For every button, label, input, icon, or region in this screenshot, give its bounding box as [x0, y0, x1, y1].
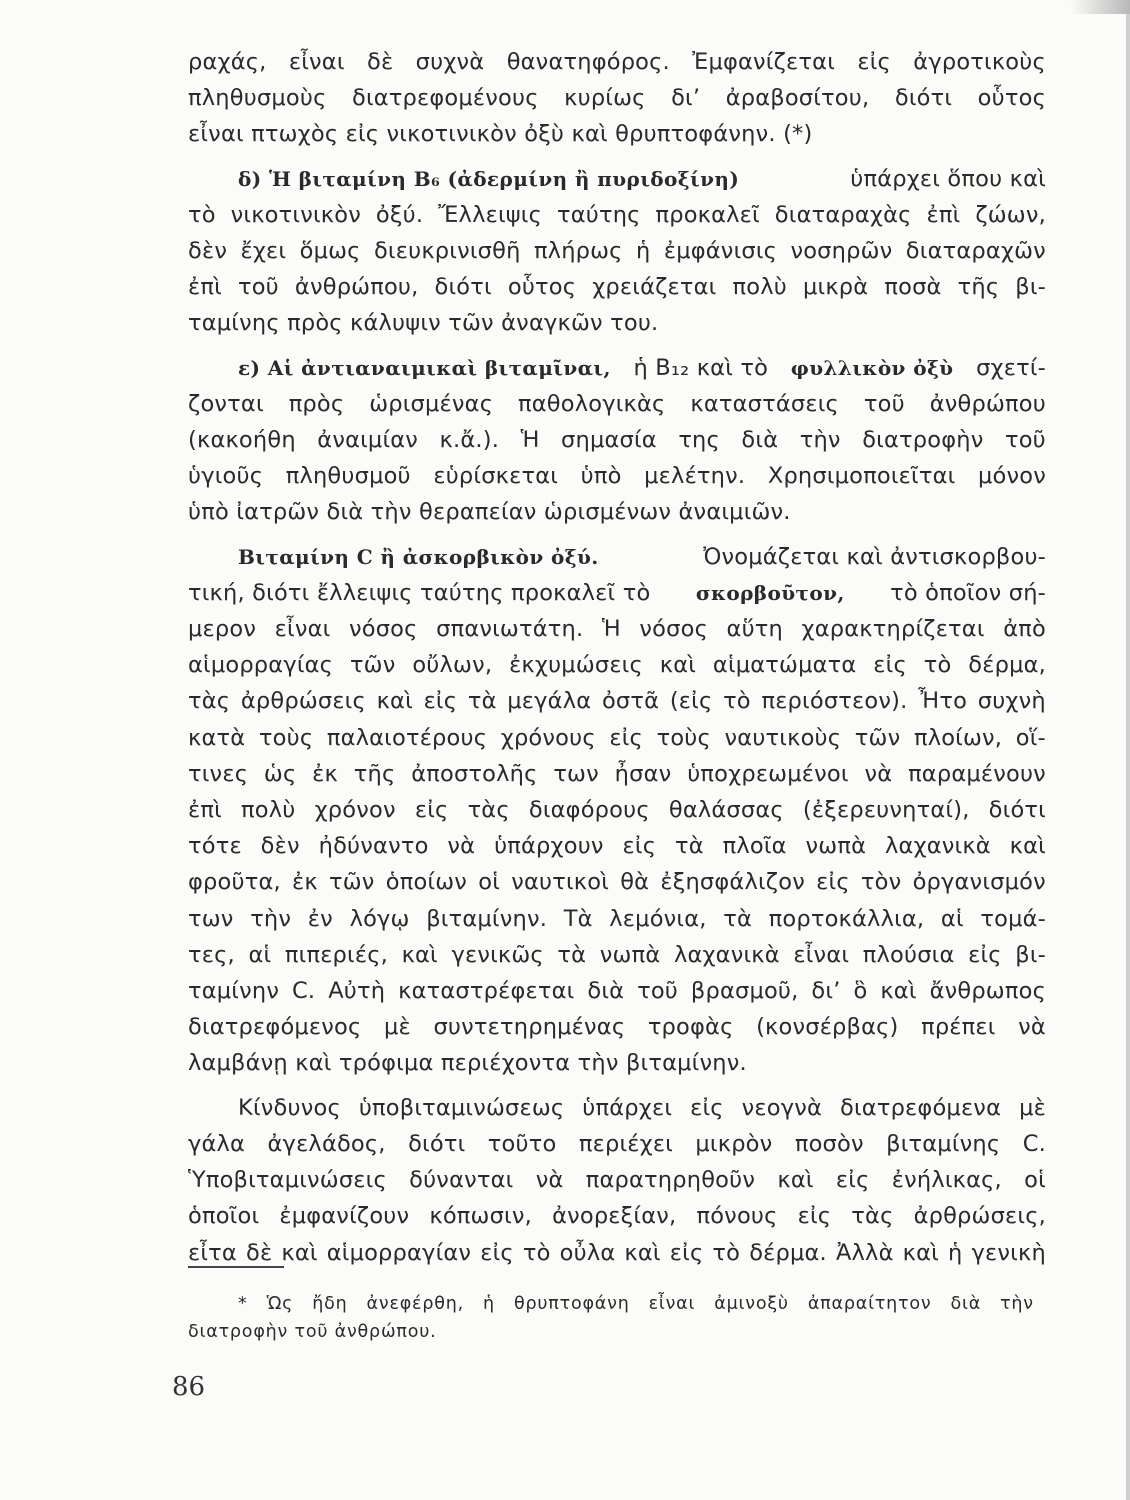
- text-line: ταμίνην C. Αὐτὴ καταστρέφεται διὰ τοῦ βρασμοῦ, δι’ ὃ καὶ ἄνθρωπος: [188, 978, 1046, 1005]
- text-line: ε) Αἱ ἀντιαναιμικαὶ βιταμῖναι, ἡ Β₁₂ καὶ τὸ φυλλικὸν ὀξὺ σχετί-: [188, 350, 1046, 386]
- text-line: Ὑποβιταμινώσεις δύνανται νὰ παρατηρηθοῦν καὶ εἰς ἐνήλικας, οἱ: [188, 1167, 1046, 1194]
- text-line: ραχάς, εἶναι δὲ συχνὰ θανατηφόρος. Ἐμφανίζεται εἰς ἀγροτικοὺς: [188, 49, 1046, 75]
- text-line: (κακοήθη ἀναιμίαν κ.ἄ.). Ἡ σημασία της διὰ τὴν διατροφὴν τοῦ: [188, 427, 1046, 454]
- footnote-line: * Ὡς ἤδη ἀνεφέρθη, ἡ θρυπτοφάνη εἶναι ἀμινοξὺ ἀπαραίτητον διὰ τὴν: [238, 1294, 1034, 1314]
- text-line: ζονται πρὸς ὡρισμένας παθολογικὰς καταστάσεις τοῦ ἀνθρώπου: [188, 390, 1046, 417]
- page-number: 86: [172, 1372, 206, 1402]
- text-line: ταμίνης πρὸς κάλυψιν τῶν ἀναγκῶν του.: [188, 310, 659, 337]
- text-line: των τὴν ἐν λόγῳ βιταμίνην. Τὰ λεμόνια, τὰ πορτοκάλλια, αἱ τομά-: [188, 905, 1046, 932]
- bold-term: σκορβοῦτον,: [695, 580, 845, 605]
- bold-term: φυλλικὸν ὀξὺ: [790, 355, 954, 380]
- text-line: τὸ νικοτινικὸν ὀξύ. Ἔλλειψις ταύτης προκαλεῖ διαταραχὰς ἐπὶ ζώων,: [188, 201, 1046, 228]
- text-line: κατὰ τοὺς παλαιοτέρους χρόνους εἰς τοὺς ναυτικοὺς τῶν πλοίων, οἵ-: [188, 724, 1046, 751]
- text-line: εἶναι πτωχὸς εἰς νικοτινικὸν ὀξὺ καὶ θρυπτοφάνην. (*): [188, 121, 813, 148]
- page-body: [188, 44, 1046, 1271]
- footnote-line: διατροφὴν τοῦ ἀνθρώπου.: [188, 1322, 437, 1342]
- text-line: τότε δὲν ἠδύναντο νὰ ὑπάρχουν εἰς τὰ πλοῖα νωπὰ λαχανικὰ καὶ: [188, 833, 1046, 860]
- text-line: τινες ὡς ἐκ τῆς ἀποστολῆς των ἦσαν ὑποχρεωμένοι νὰ παραμένουν: [188, 760, 1046, 787]
- text-line: ἐπὶ πολὺ χρόνον εἰς τὰς διαφόρους θαλάσσας (ἐξερευνηταί), διότι: [188, 797, 1046, 824]
- text-line: μερον εἶναι νόσος σπανιωτάτη. Ἡ νόσος αὕτη χαρακτηρίζεται ἀπὸ: [188, 616, 1046, 643]
- text-line: γάλα ἀγελάδος, διότι τοῦτο περιέχει μικρὸν ποσὸν βιταμίνης C.: [188, 1130, 1046, 1157]
- text-line: ὑπὸ ἰατρῶν διὰ τὴν θεραπείαν ὡρισμένων ἀναιμιῶν.: [188, 499, 791, 526]
- text-line: φροῦτα, ἐκ τῶν ὁποίων οἱ ναυτικοὶ θὰ ἐξησφάλιζον εἰς τὸν ὀργανισμόν: [188, 869, 1046, 896]
- footnote: [188, 1290, 1034, 1346]
- text-line: τες, αἱ πιπεριές, καὶ γενικῶς τὰ νωπὰ λαχανικὰ εἶναι πλούσια εἰς βι-: [188, 941, 1046, 968]
- section-heading: δ) Ἡ βιταμίνη Β₆ (ἀδερμίνη ἢ πυριδοξίνη): [238, 166, 740, 191]
- text-line: ὁποῖοι ἐμφανίζουν κόπωσιν, ἀνορεξίαν, πόνους εἰς τὰς ἀρθρώσεις,: [188, 1203, 1046, 1230]
- text-line: διατρεφόμενος μὲ συντετηρημένας τροφὰς (κονσέρβας) πρέπει νὰ: [188, 1014, 1046, 1041]
- text-line: εἶτα δὲ καὶ αἱμορραγίαν εἰς τὸ οὖλα καὶ εἰς τὸ δέρμα. Ἀλλὰ καὶ ἡ γενικὴ: [188, 1239, 1046, 1266]
- page-edge: [1126, 0, 1130, 1500]
- footnote-divider: [188, 1266, 284, 1268]
- section-heading: Βιταμίνη C ἢ ἀσκορβικὸν ὀξύ.: [238, 544, 599, 569]
- text-line: Βιταμίνη C ἢ ἀσκορβικὸν ὀξύ. Ὀνομάζεται καὶ ἀντισκορβου-: [188, 539, 1046, 575]
- text-line: δὲν ἔχει ὅμως διευκρινισθῆ πλήρως ἡ ἐμφάνισις νοσηρῶν διαταραχῶν: [188, 238, 1046, 265]
- text-line: τική, διότι ἔλλειψις ταύτης προκαλεῖ τὸ σκορβοῦτον, τὸ ὁποῖον σή-: [188, 575, 1046, 611]
- text-line: πληθυσμοὺς διατρεφομένους κυρίως δι’ ἀραβοσίτου, διότι οὗτος: [188, 85, 1046, 112]
- text-line: ὑγιοῦς πληθυσμοῦ εὑρίσκεται ὑπὸ μελέτην. Χρησιμοποιεῖται μόνον: [188, 463, 1046, 490]
- text-line: Κίνδυνος ὑποβιταμινώσεως ὑπάρχει εἰς νεογνὰ διατρεφόμενα μὲ: [238, 1094, 1046, 1121]
- section-heading: ε) Αἱ ἀντιαναιμικαὶ βιταμῖναι,: [238, 355, 611, 380]
- scan-shadow: [1070, 0, 1130, 14]
- text-line: αἱμορραγίας τῶν οὔλων, ἐκχυμώσεις καὶ αἱματώματα εἰς τὸ δέρμα,: [188, 652, 1046, 679]
- text-line: λαμβάνῃ καὶ τρόφιμα περιέχοντα τὴν βιταμίνην.: [188, 1050, 747, 1077]
- text-line: δ) Ἡ βιταμίνη Β₆ (ἀδερμίνη ἢ πυριδοξίνη) ὑπάρχει ὅπου καὶ: [188, 161, 1046, 197]
- text-line: ἐπὶ τοῦ ἀνθρώπου, διότι οὗτος χρειάζεται πολὺ μικρὰ ποσὰ τῆς βι-: [188, 274, 1046, 301]
- text-line: τὰς ἀρθρώσεις καὶ εἰς τὰ μεγάλα ὀστᾶ (εἰς τὸ περιόστεον). Ἦτο συχνὴ: [188, 688, 1046, 715]
